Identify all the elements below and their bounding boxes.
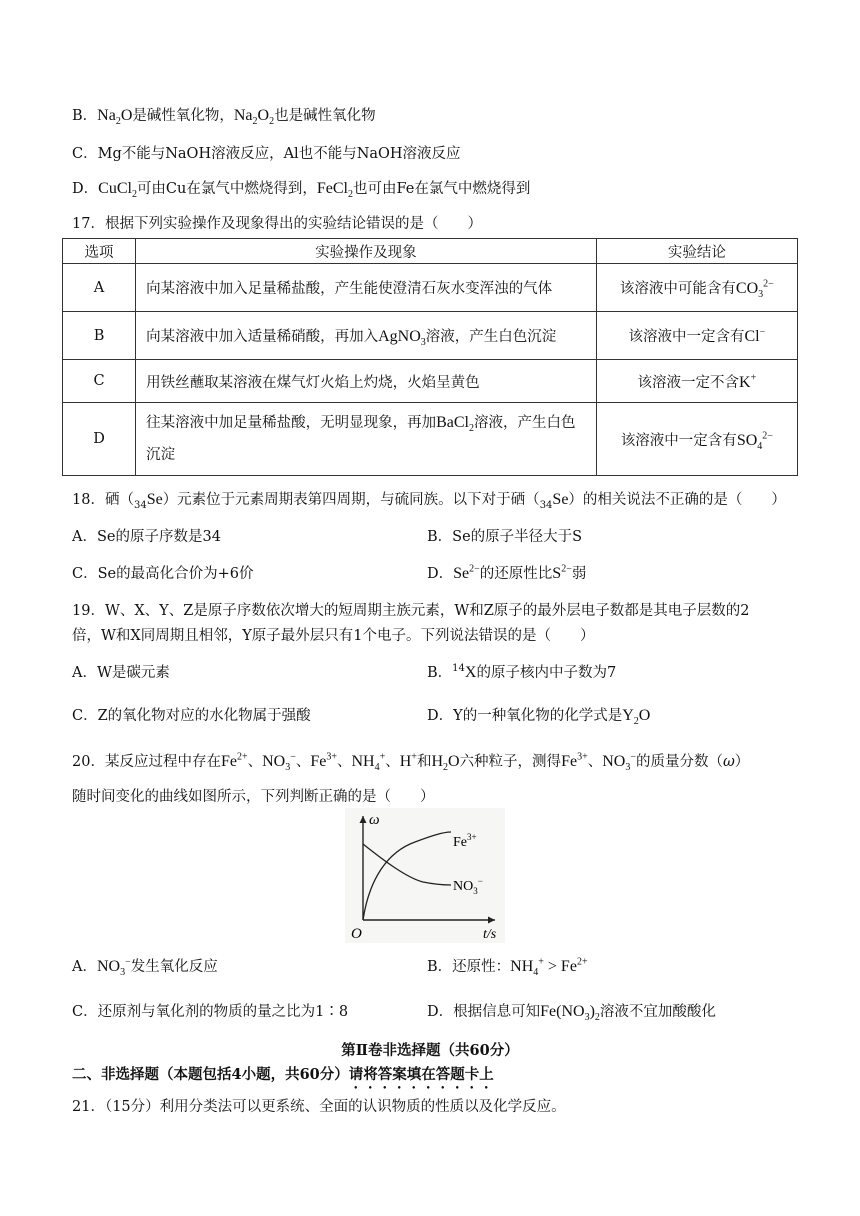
q19-option-d: D．Y的一种氧化物的化学式是$Y_2O$ (427, 707, 651, 728)
row-operation: 向某溶液中加入足量稀盐酸，产生能使澄清石灰水变浑浊的气体 (136, 264, 597, 312)
row-conclusion: 该溶液一定不含K+ (596, 360, 797, 403)
q17-table (62, 238, 798, 476)
q20-stem-line2: 随时间变化的曲线如图所示，下列判断正确的是（ ） (72, 789, 435, 805)
q17-stem: 17．根据下列实验操作及现象得出的实验结论错误的是（ ） (72, 216, 482, 232)
row-option: B (63, 312, 136, 360)
q19-stem-line2: 倍，W和X同周期且相邻，Y原子最外层只有1个电子。下列说法错误的是（ ） (72, 628, 595, 644)
table-header-option: 选项 (63, 239, 136, 264)
q20-option-a: A．$NO_3^-$发生氧化反应 (72, 956, 218, 979)
row-option: C (63, 360, 136, 403)
q18-option-b: B．Se的原子半径大于S (427, 529, 583, 545)
table-header-conclusion: 实验结论 (596, 239, 797, 264)
row-option: A (63, 264, 136, 312)
y-axis-label: ω (369, 812, 380, 828)
q16-option-d: D．CuCl$_2$可由Cu在氯气中燃烧得到，FeCl$_2$也可由Fe在氯气中燃烧得到 (72, 180, 531, 201)
q16-option-b: B．$Na_2O$是碱性氧化物，$Na_2O_2$也是碱性氧化物 (72, 107, 376, 128)
q20-option-b: B．还原性：$NH_4^+ > Fe^{2+}$ (427, 956, 588, 979)
fe3-label: $Fe^{3+}$ (453, 832, 477, 850)
section-title: 第Ⅱ卷非选择题（共60分） (341, 1042, 519, 1059)
table-row (63, 403, 798, 476)
q16-option-c: C．Mg不能与NaOH溶液反应，Al也不能与NaOH溶液反应 (72, 146, 461, 162)
row-option: D (63, 403, 136, 476)
q19-stem-line1: 19．W、X、Y、Z是原子序数依次增大的短周期主族元素，W和Z原子的最外层电子数都是其电子层数的2 (72, 603, 750, 619)
section-heading-emphasis: 请将答案填在答题卡上 (348, 1066, 494, 1083)
origin-label: O (351, 926, 362, 942)
q20-figure (345, 808, 505, 943)
q18-option-d: D．$Se^{2-}$的还原性比$S^{2-}$弱 (427, 563, 587, 582)
no3-label: $NO_3^-$ (453, 876, 483, 896)
q19-option-b: B．$^{14}$X的原子核内中子数为7 (427, 663, 617, 681)
row-operation: 向某溶液中加入适量稀硝酸，再加入AgNO$_3$溶液，产生白色沉淀 (136, 312, 597, 360)
q19-option-a: A．W是碳元素 (72, 665, 170, 681)
x-axis-label: t/s (483, 927, 497, 942)
q20-option-c: C．还原剂与氧化剂的物质的量之比为1∶8 (72, 1004, 349, 1020)
table-header-operation: 实验操作及现象 (136, 239, 597, 264)
q20-option-d: D．根据信息可知$Fe(NO_3)_2$溶液不宜加酸酸化 (427, 1003, 716, 1024)
row-conclusion: 该溶液中一定含有$SO_4^{2-}$ (596, 403, 797, 476)
q21-stem: 21．（15分）利用分类法可以更系统、全面的认识物质的性质以及化学反应。 (72, 1099, 566, 1115)
table-row (63, 264, 798, 312)
q18-stem: 18．硒$(_{34}Se)$元素位于元素周期表第四周期，与硫同族。以下对于硒$(_{34}Se)$的相关说法不正确的是（ ） (72, 491, 786, 511)
q19-option-c: C．Z的氧化物对应的水化物属于强酸 (72, 708, 311, 724)
row-conclusion: 该溶液中一定含有Cl− (596, 312, 797, 360)
section-heading (72, 1065, 494, 1092)
q20-stem-line1: 20．某反应过程中存在$Fe^{2+}$、$NO_3^-$、$Fe^{3+}$、$NH_4^+$、H+和$H_2O$六种粒子，测得$Fe^{3+}$、$NO_3^-$的质量分数（ω） (72, 751, 750, 774)
table-row (63, 312, 798, 360)
table-row (63, 360, 798, 403)
q18-option-c: C．Se的最高化合价为+6价 (72, 566, 254, 582)
row-operation: 用铁丝蘸取某溶液在煤气灯火焰上灼烧，火焰呈黄色 (136, 360, 597, 403)
section-heading-prefix: 二、非选择题（本题包括4小题，共60分） (72, 1066, 349, 1083)
q18-option-a: A．Se的原子序数是34 (72, 529, 221, 545)
row-operation: 往某溶液中加足量稀盐酸，无明显现象，再加BaCl$_2$溶液，产生白色沉淀 (136, 403, 597, 476)
row-conclusion: 该溶液中可能含有$CO_3^{2-}$ (596, 264, 797, 312)
